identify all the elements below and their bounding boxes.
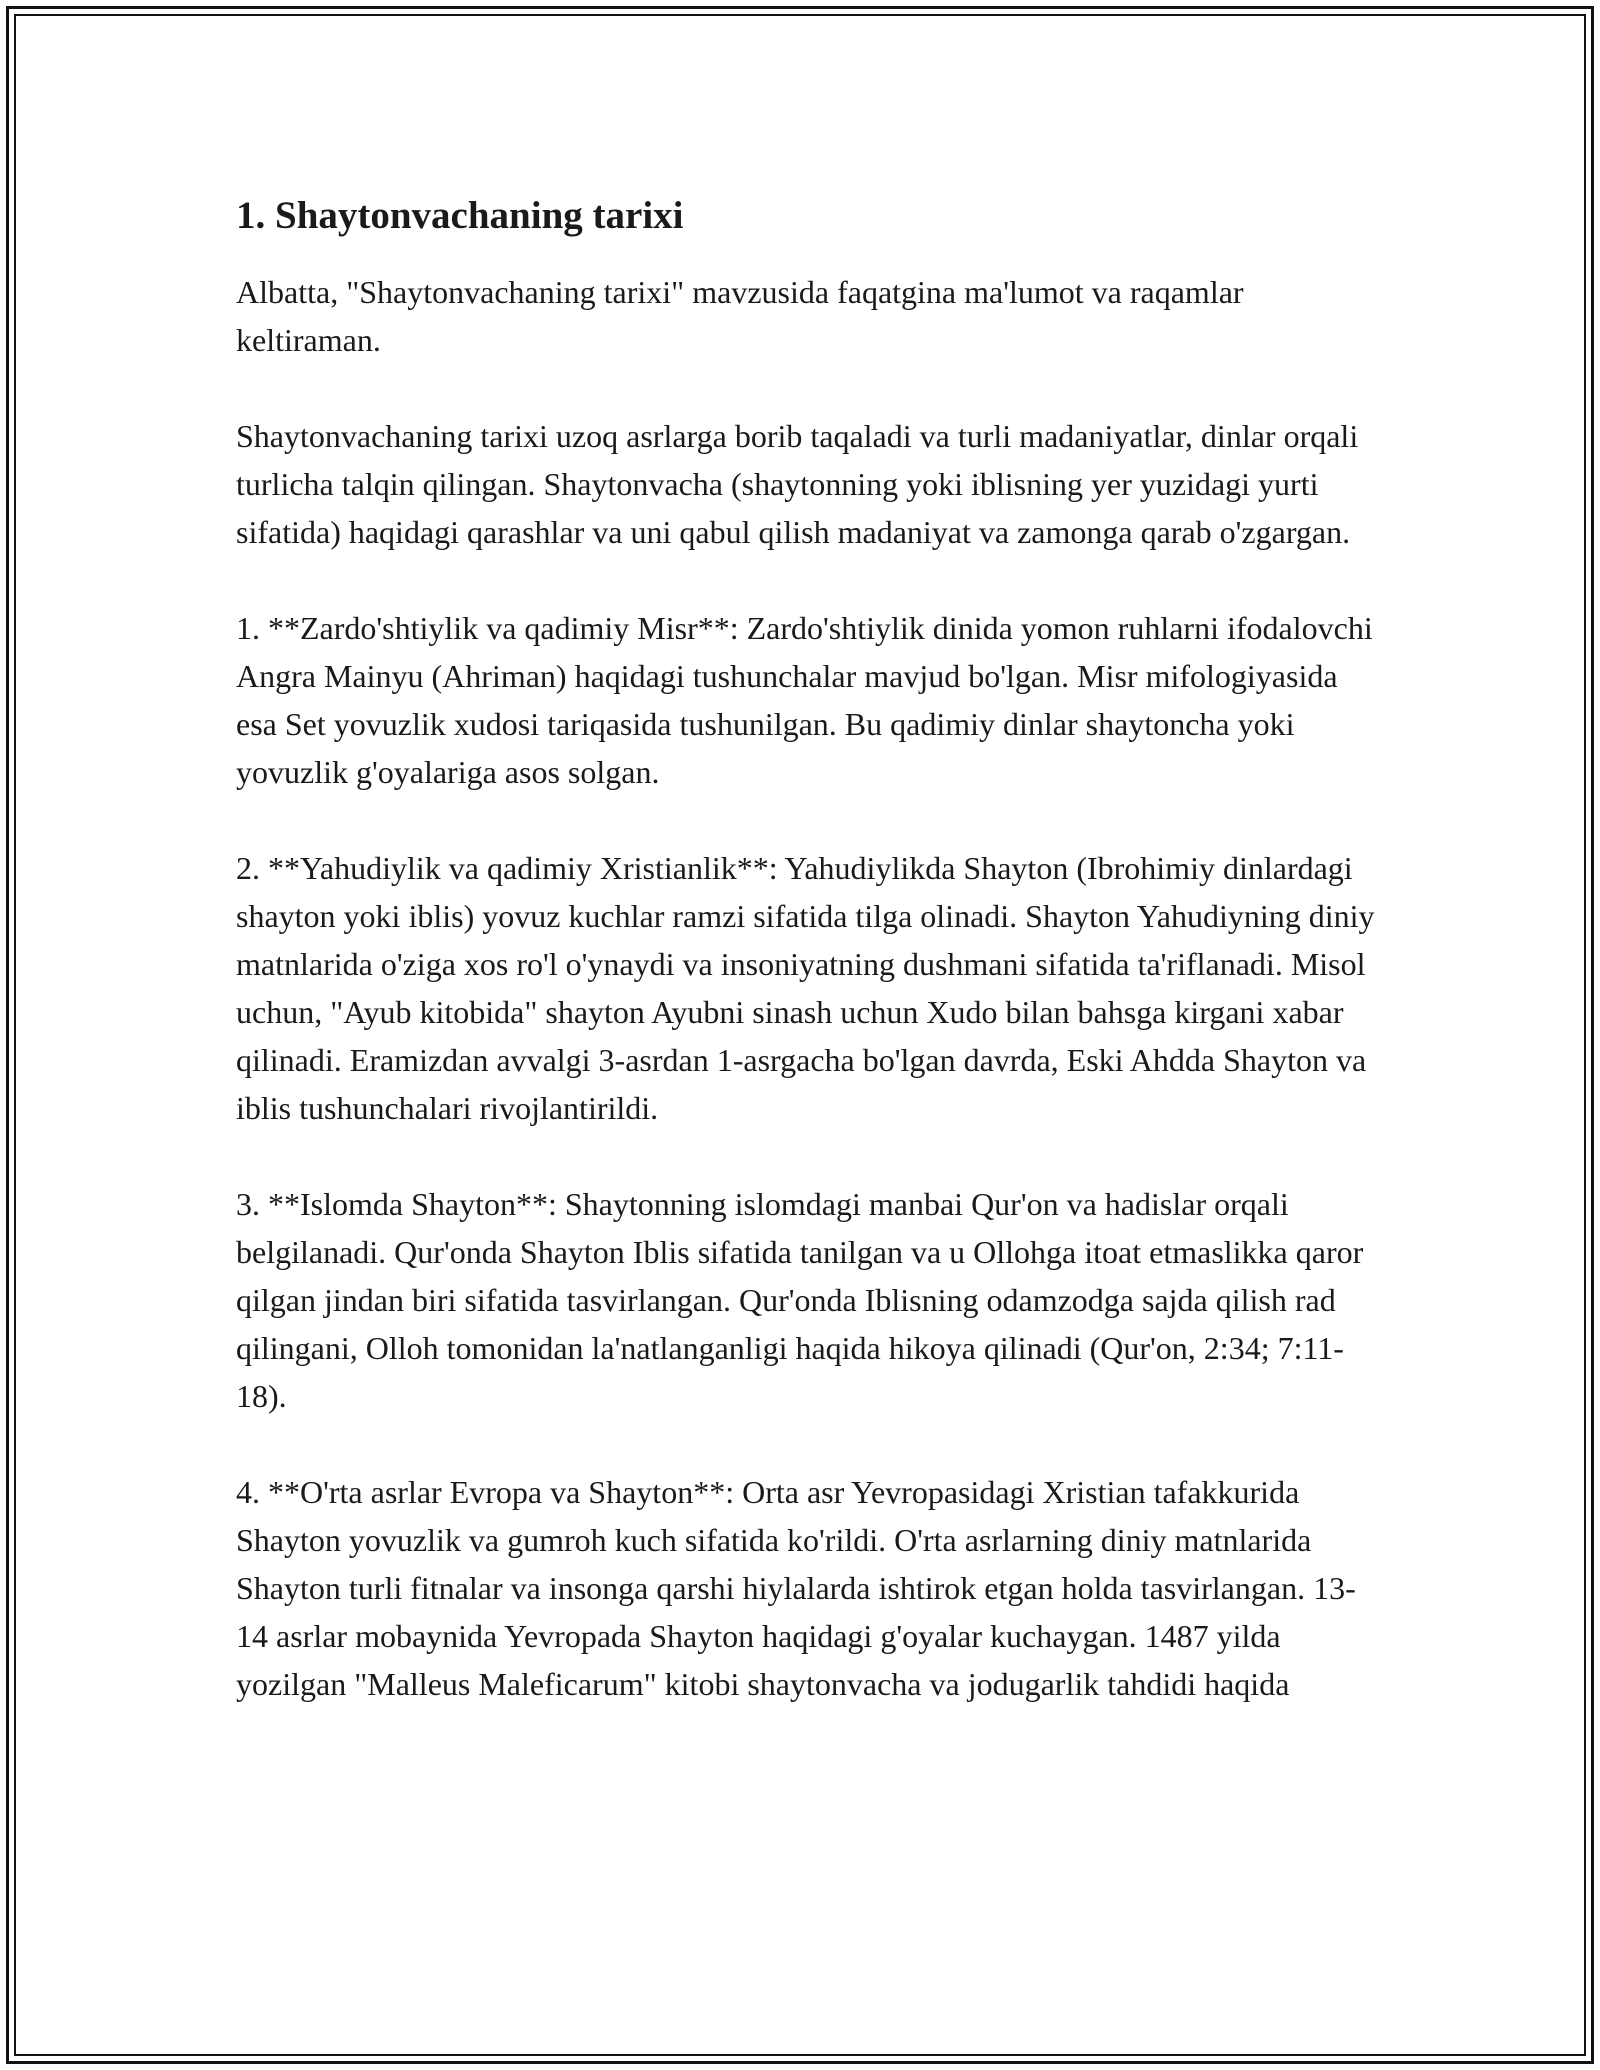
document-body (236, 186, 1376, 1756)
paragraph-zoroastrianism-egypt: 1. **Zardo'shtiylik va qadimiy Misr**: Zardo'shtiylik dinida yomon ruhlarni ifodalovchi Angra Mainyu (Ahriman) haqidagi tushunchalar mavjud bo'lgan. Misr mifologiyasida esa Set yovuzlik xudosi tariqasida tushunilgan. Bu qadimiy dinlar shaytoncha yoki yovuzlik g'oyalariga asos solgan. (236, 610, 1373, 790)
paragraph-overview: Shaytonvachaning tarixi uzoq asrlarga borib taqaladi va turli madaniyatlar, dinlar orqali turlicha talqin qilingan. Shaytonvacha (shaytonning yoki iblisning yer yuzidagi yurti sifatida) haqidagi qarashlar va uni qabul qilish madaniyat va zamonga qarab o'zgargan. (236, 418, 1359, 550)
paragraph-islam: 3. **Islomda Shayton**: Shaytonning islomdagi manbai Qur'on va hadislar orqali belgilanadi. Qur'onda Shayton Iblis sifatida tanilgan va u Ollohga itoat etmaslikka qaror qilgan jindan biri sifatida tasvirlangan. Qur'onda Iblisning odamzodga sajda qilish rad qilingani, Olloh tomonidan la'natlanganligi haqida hikoya qilinadi (Qur'on, 2:34; 7:11-18). (236, 1186, 1364, 1414)
paragraph-judaism-christianity: 2. **Yahudiylik va qadimiy Xristianlik**: Yahudiylikda Shayton (Ibrohimiy dinlardagi shayton yoki iblis) yovuz kuchlar ramzi sifatida tilga olinadi. Shayton Yahudiyning diniy matnlarida o'ziga xos ro'l o'ynaydi va insoniyatning dushmani sifatida ta'riflanadi. Misol uchun, "Ayub kitobida" shayton Ayubni sinash uchun Xudo bilan bahsga kirgani xabar qilinadi. Eramizdan avvalgi 3-asrdan 1-asrgacha bo'lgan davrda, Eski Ahdda Shayton va iblis tushunchalari rivojlantirildi. (236, 850, 1375, 1126)
paragraph-intro: Albatta, "Shaytonvachaning tarixi" mavzusida faqatgina ma'lumot va raqamlar keltiraman. (236, 274, 1244, 358)
paragraph-medieval-europe: 4. **O'rta asrlar Evropa va Shayton**: Orta asr Yevropasidagi Xristian tafakkurida Shayton yovuzlik va gumroh kuch sifatida ko'rildi. O'rta asrlarning diniy matnlarida Shayton turli fitnalar va insonga qarshi hiylalarda ishtirok etgan holda tasvirlangan. 13-14 asrlar mobaynida Yevropada Shayton haqidagi g'oyalar kuchaygan. 1487 yilda yozilgan "Malleus Maleficarum" kitobi shaytonvacha va jodugarlik tahdidi haqida (236, 1474, 1356, 1702)
document-title: 1. Shaytonvachaning tarixi (236, 194, 684, 237)
